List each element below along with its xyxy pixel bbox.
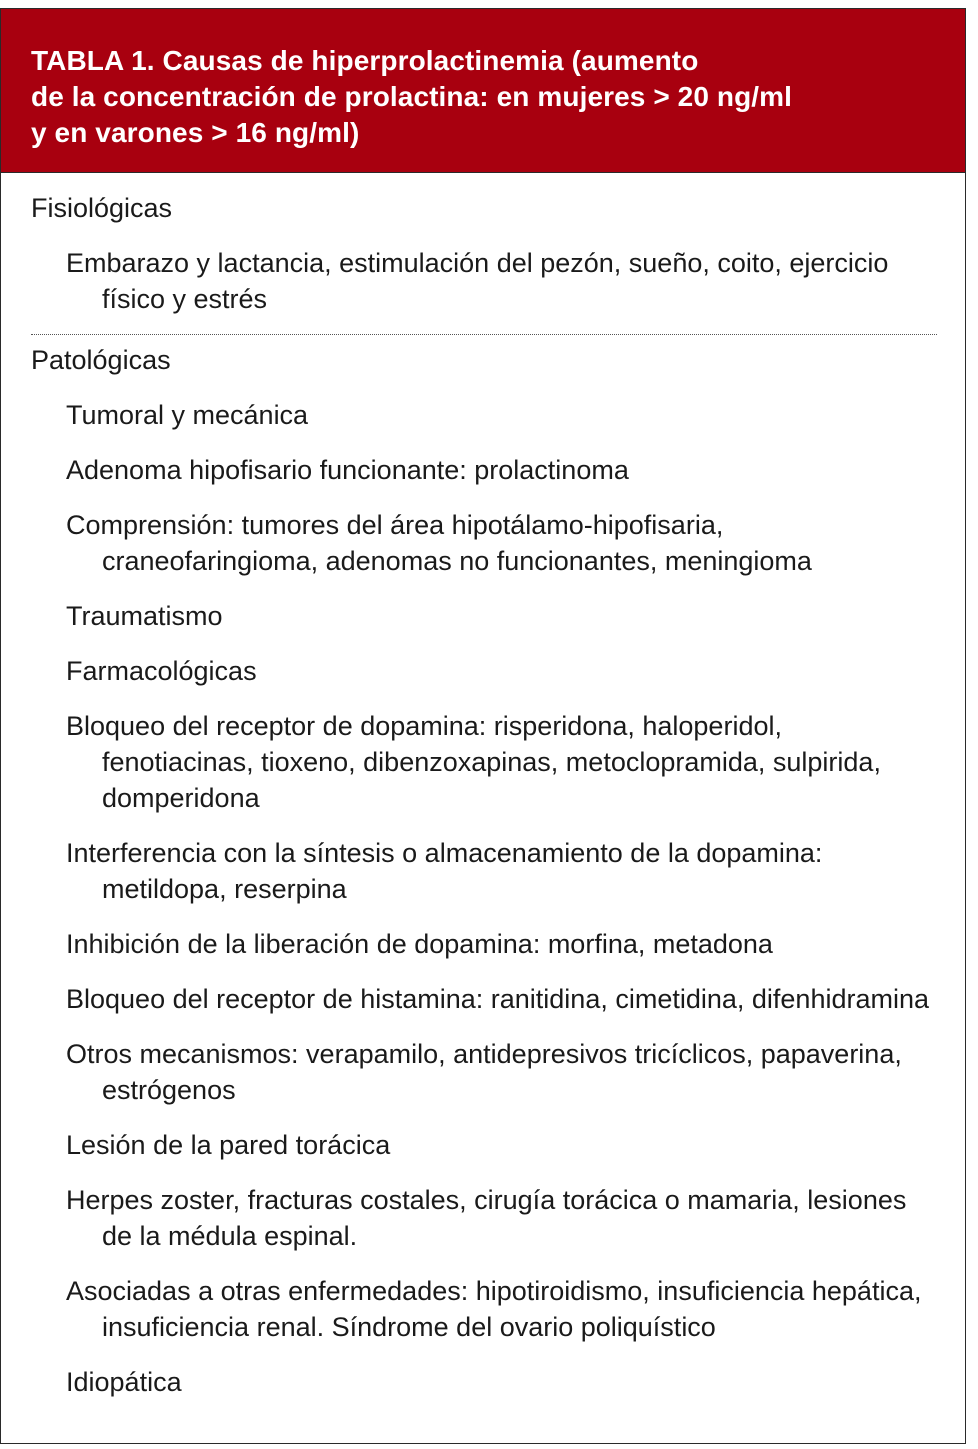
list-item: Asociadas a otras enfermedades: hipotiroidismo, insuficiencia hepática, insuficiencia renal. Síndrome del ovario poliquístico — [66, 1276, 922, 1342]
causes-table — [0, 8, 966, 1444]
list-item: Inhibición de la liberación de dopamina: morfina, metadona — [66, 929, 773, 959]
list-item: Herpes zoster, fracturas costales, cirugía torácica o mamaria, lesiones de la médula espinal. — [66, 1185, 907, 1251]
list-item: Adenoma hipofisario funcionante: prolactinoma — [66, 455, 629, 485]
list-item: Traumatismo — [66, 601, 223, 631]
section-patologicas — [31, 342, 935, 1400]
list-item: Embarazo y lactancia, estimulación del pezón, sueño, coito, ejercicio físico y estrés — [66, 248, 889, 314]
list-item: Otros mecanismos: verapamilo, antidepresivos tricíclicos, papaverina, estrógenos — [66, 1039, 902, 1105]
list-item: Lesión de la pared torácica — [66, 1130, 391, 1160]
section-title: Fisiológicas — [31, 193, 173, 223]
section-divider — [31, 334, 937, 335]
list-item: Tumoral y mecánica — [66, 400, 309, 430]
list-item: Interferencia con la síntesis o almacenamiento de la dopamina: metildopa, reserpina — [66, 838, 823, 904]
list-item: Farmacológicas — [66, 656, 257, 686]
list-item: Bloqueo del receptor de histamina: ranitidina, cimetidina, difenhidramina — [66, 984, 929, 1014]
table-title: TABLA 1. Causas de hiperprolactinemia (aumento de la concentración de prolactina: en mujeres > 20 ng/ml y en varones > 16 ng/ml) — [31, 45, 793, 148]
section-title: Patológicas — [31, 345, 171, 375]
list-item: Bloqueo del receptor de dopamina: risperidona, haloperidol, fenotiacinas, tioxeno, dibenzoxapinas, metoclopramida, sulpirida, domperidona — [66, 711, 881, 813]
table-body — [1, 173, 965, 1400]
list-item: Comprensión: tumores del área hipotálamo-hipofisaria, craneofaringioma, adenomas no funcionantes, meningioma — [66, 510, 812, 576]
section-fisiologicas — [31, 190, 935, 317]
list-item: Idiopática — [66, 1367, 182, 1397]
table-header — [1, 9, 965, 173]
